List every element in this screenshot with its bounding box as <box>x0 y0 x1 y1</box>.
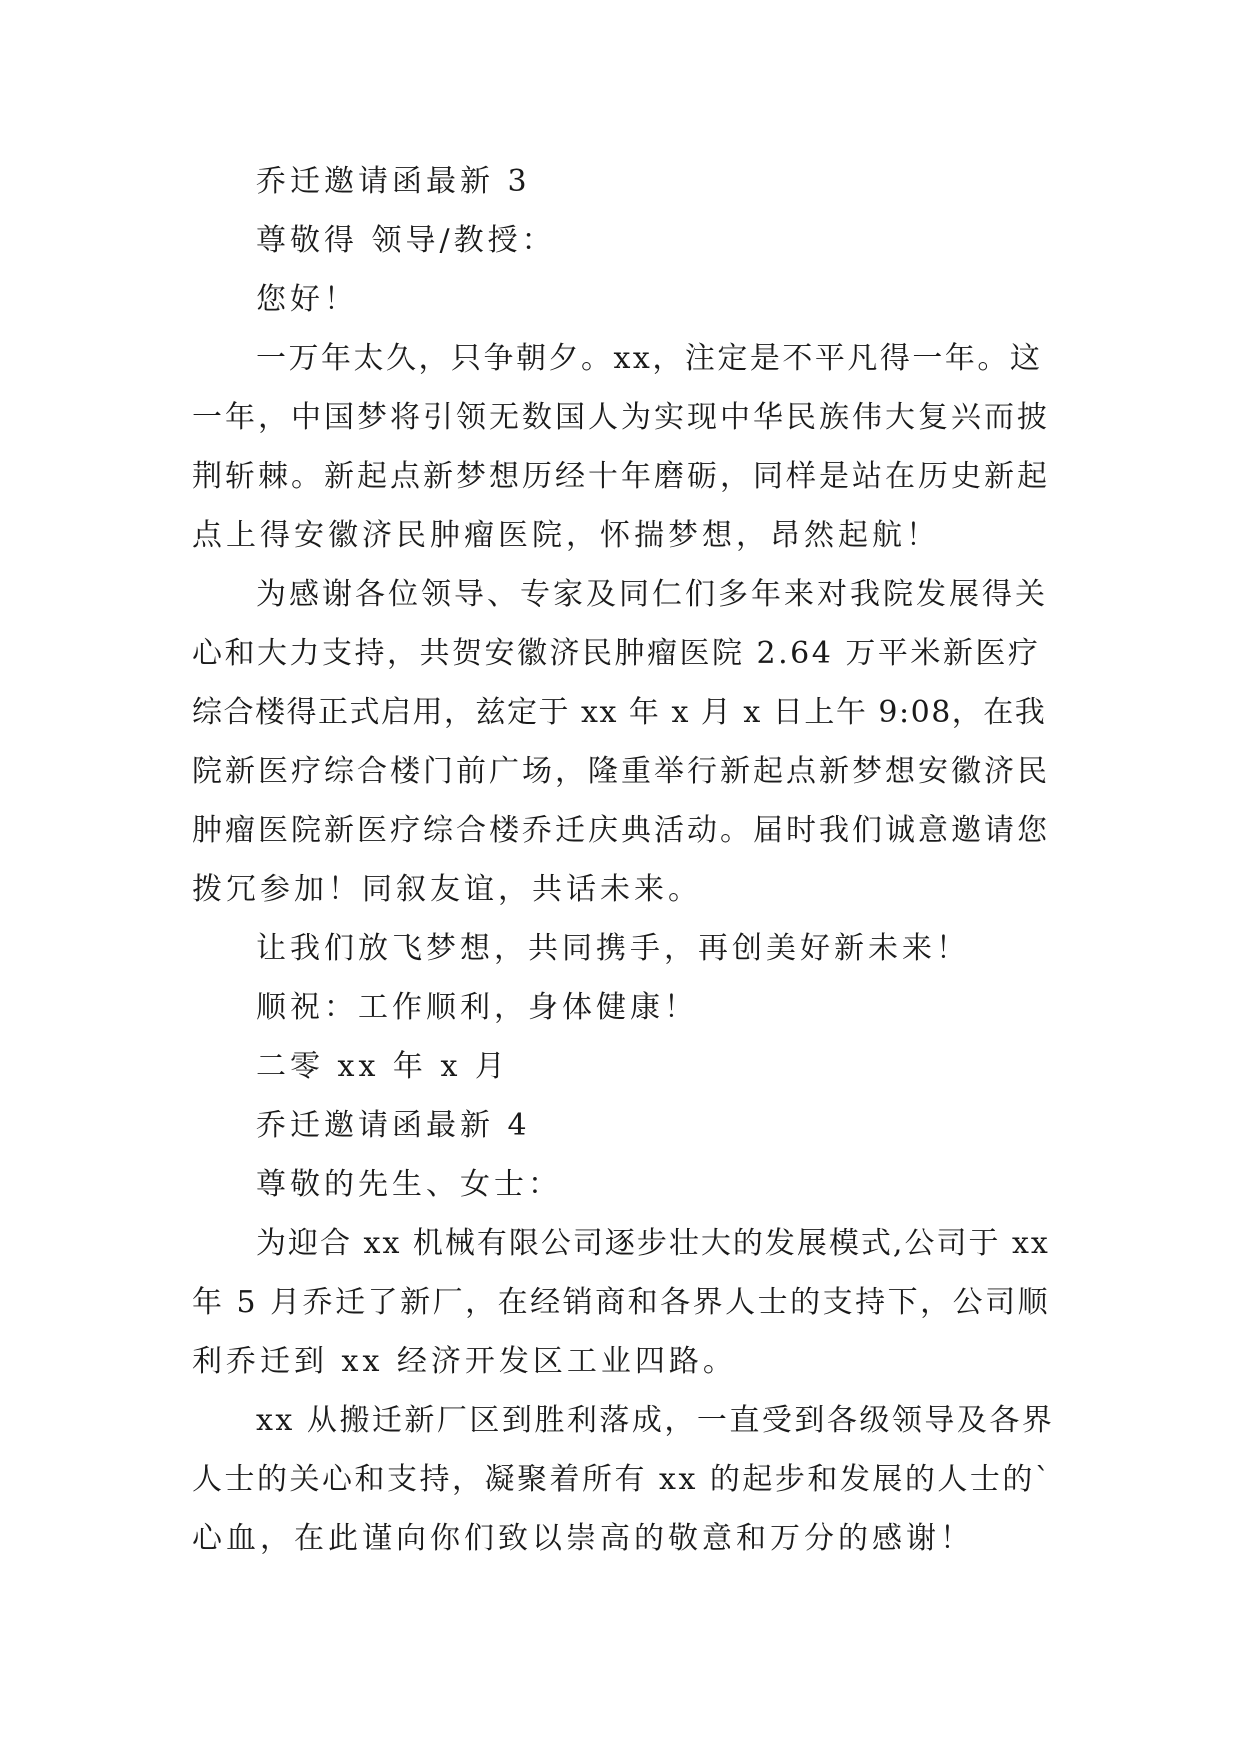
text-line: 年 5 月乔迁了新厂，在经销商和各界人士的支持下，公司顺 <box>192 1285 1051 1320</box>
text-line: 为感谢各位领导、专家及同仁们多年来对我院发展得关 <box>256 577 1048 612</box>
text-line: 顺祝：工作顺利，身体健康！ <box>256 990 698 1025</box>
text-line: 尊敬的先生、女士： <box>256 1167 562 1202</box>
text-line: 综合楼得正式启用，兹定于 xx 年 x 月 x 日上午 9:08，在我 <box>192 695 1047 730</box>
text-line: 心血，在此谨向你们致以崇高的敬意和万分的感谢！ <box>192 1521 974 1556</box>
text-line: 利乔迁到 xx 经济开发区工业四路。 <box>192 1344 737 1379</box>
text-line: 肿瘤医院新医疗综合楼乔迁庆典活动。届时我们诚意邀请您 <box>192 813 1050 848</box>
text-line: 心和大力支持，共贺安徽济民肿瘤医院 2.64 万平米新医疗 <box>192 636 1041 671</box>
text-line: 您好！ <box>256 282 358 317</box>
text-line: 让我们放飞梦想，共同携手，再创美好新未来！ <box>256 931 970 966</box>
text-line: 乔迁邀请函最新 4 <box>256 1108 531 1143</box>
text-line: 点上得安徽济民肿瘤医院，怀揣梦想，昂然起航！ <box>192 518 940 553</box>
text-line: 尊敬得 领导/教授： <box>256 223 556 258</box>
text-line: 拨冗参加！同叙友谊，共话未来。 <box>192 872 702 907</box>
text-line: 一年，中国梦将引领无数国人为实现中华民族伟大复兴而披 <box>192 400 1050 435</box>
text-line: 二零 xx 年 x 月 <box>256 1049 509 1084</box>
text-line: 为迎合 xx 机械有限公司逐步壮大的发展模式,公司于 xx <box>256 1226 1050 1261</box>
text-line: 人士的关心和支持，凝聚着所有 xx 的起步和发展的人士的` <box>192 1462 1053 1497</box>
text-line: 院新医疗综合楼门前广场，隆重举行新起点新梦想安徽济民 <box>192 754 1050 789</box>
text-line: xx 从搬迁新厂区到胜利落成，一直受到各级领导及各界 <box>256 1403 1055 1438</box>
text-line: 乔迁邀请函最新 3 <box>256 164 531 199</box>
text-line: 一万年太久，只争朝夕。xx，注定是不平凡得一年。这 <box>256 341 1043 376</box>
document-body <box>192 152 1054 1568</box>
text-line: 荆斩棘。新起点新梦想历经十年磨砺，同样是站在历史新起 <box>192 459 1050 494</box>
